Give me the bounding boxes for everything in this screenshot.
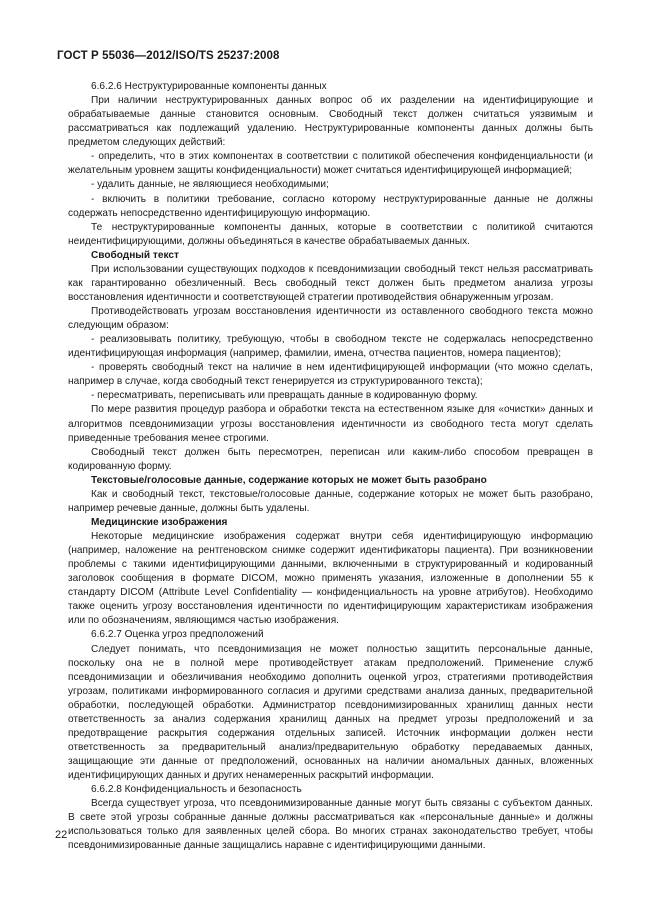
section-heading: Текстовые/голосовые данные, содержание которых не может быть разобрано (91, 474, 487, 486)
paragraph: По мере развития процедур разбора и обработки текста на естественном языке для «очистки» данных и алгоритмов псевдонимизации угрозы восстановления идентичности из свободного теста могут сделать приведенные требования менее строгими. (68, 404, 593, 444)
paragraph: 6.6.2.7 Оценка угроз предположений (91, 629, 264, 641)
section-heading: Медицинские изображения (91, 516, 228, 528)
paragraph: - реализовывать политику, требующую, чтобы в свободном тексте не содержалась непосредственно идентифицирующая информация (например, фамилии, имена, отчества пациентов, номера пациентов); (68, 334, 593, 360)
paragraph: - включить в политики требование, согласно которому неструктурированные данные не должны содержать непосредственно идентифицирующую информацию. (68, 193, 593, 219)
paragraph: Свободный текст должен быть пересмотрен, переписан или каким-либо способом превращен в кодированную форму. (68, 446, 593, 472)
paragraph: - проверять свободный текст на наличие в нем идентифицирующей информации (что можно сделать, например в случае, когда свободный текст генерируется из структурированного текста); (68, 362, 593, 388)
paragraph: Те неструктурированные компоненты данных, которые в соответствии с политикой считаются неидентифицирующими, должны объединяться в качестве обрабатываемых данных. (68, 221, 593, 247)
paragraph: - определить, что в этих компонентах в соответствии с политикой обеспечения конфиденциальности (и желательным уровнем защиты конфиденциальности) может считаться идентифицирующей информацией; (68, 151, 593, 177)
paragraph: Следует понимать, что псевдонимизация не может полностью защитить персональные данные, поскольку она не в полной мере противодействует атакам предположений. Применение служб псевдонимизации и обезличивания необходимо дополнить оценкой угроз, стратегиями противодействия угрозам, политиками информированного согласия и другими средствами анализа данных, предварительной обработки, последующей обработки. Администратор псевдонимизированных хранилищ данных нести ответственность за анализ содержания хранилищ данных на предмет угрозы предположений и за предотвращение раскрытия содержания отдельных записей. Источник информации должен нести ответственность за предварительный анализ/предварительную обработку передаваемых данных, защищающие эти данные от предположений, основанных на наличии аномальных данных, вложенных идентифицирующих данных и других ненамеренных раскрытий информации. (68, 643, 593, 782)
paragraph: Некоторые медицинские изображения содержат внутри себя идентифицирующую информацию (например, наложение на рентгеновском снимке содержит идентификаторы пациента). При возникновении проблемы с такими идентифицирующими данными, включенными в структурированный и кодированный заголовок сообщения в формате DICOM, можно применять указания, изложенные в дополнении 55 к стандарту DICOM (Attribute Level Confidentiality — конфиденциальность на уровне атрибутов). Необходимо также оценить угрозу восстановления идентичности по идентифицирующим характеристикам изображения или по обозначениям, являющимся частью изображения. (68, 531, 593, 627)
paragraph: 6.6.2.8 Конфиденциальность и безопасность (91, 784, 302, 796)
paragraph: - удалить данные, не являющиеся необходимыми; (91, 179, 329, 191)
section-heading: Свободный текст (91, 249, 179, 261)
paragraph: При наличии неструктурированных данных вопрос об их разделении на идентифицирующие и обрабатываемые данные становится основным. Свободный текст должен считаться уязвимым и рассматриваться как подлежащий удалению. Неструктурированные компоненты данных должны быть предметом следующих действий: (68, 95, 593, 149)
paragraph: При использовании существующих подходов к псевдонимизации свободный текст нельзя рассматривать как гарантированно обезличенный. Весь свободный текст должен быть предметом анализа угрозы восстановления идентичности и соответствующей стратегии противодействия обнаруженным угрозам. (68, 263, 593, 303)
document-body (68, 80, 593, 853)
paragraph: Противодействовать угрозам восстановления идентичности из оставленного свободного текста можно следующим образом: (68, 306, 593, 332)
paragraph: 6.6.2.6 Неструктурированные компоненты данных (91, 81, 327, 92)
standard-header: ГОСТ Р 55036—2012/ISO/TS 25237:2008 (57, 50, 280, 62)
paragraph: Всегда существует угроза, что псевдонимизированные данные могут быть связаны с субъектом данных. В свете этой угрозы собранные данные должны рассматриваться как «персональные данные» и должны использоваться только для заявленных целей сбора. Во многих странах законодательство требует, чтобы псевдонимизированные данные защищались наравне с идентифицирующими данными. (68, 798, 593, 852)
page-number: 22 (55, 829, 68, 841)
paragraph: - пересматривать, переписывать или превращать данные в кодированную форму. (91, 390, 478, 402)
paragraph: Как и свободный текст, текстовые/голосовые данные, содержание которых не может быть разобрано, например речевые данные, должны быть удалены. (68, 488, 593, 514)
